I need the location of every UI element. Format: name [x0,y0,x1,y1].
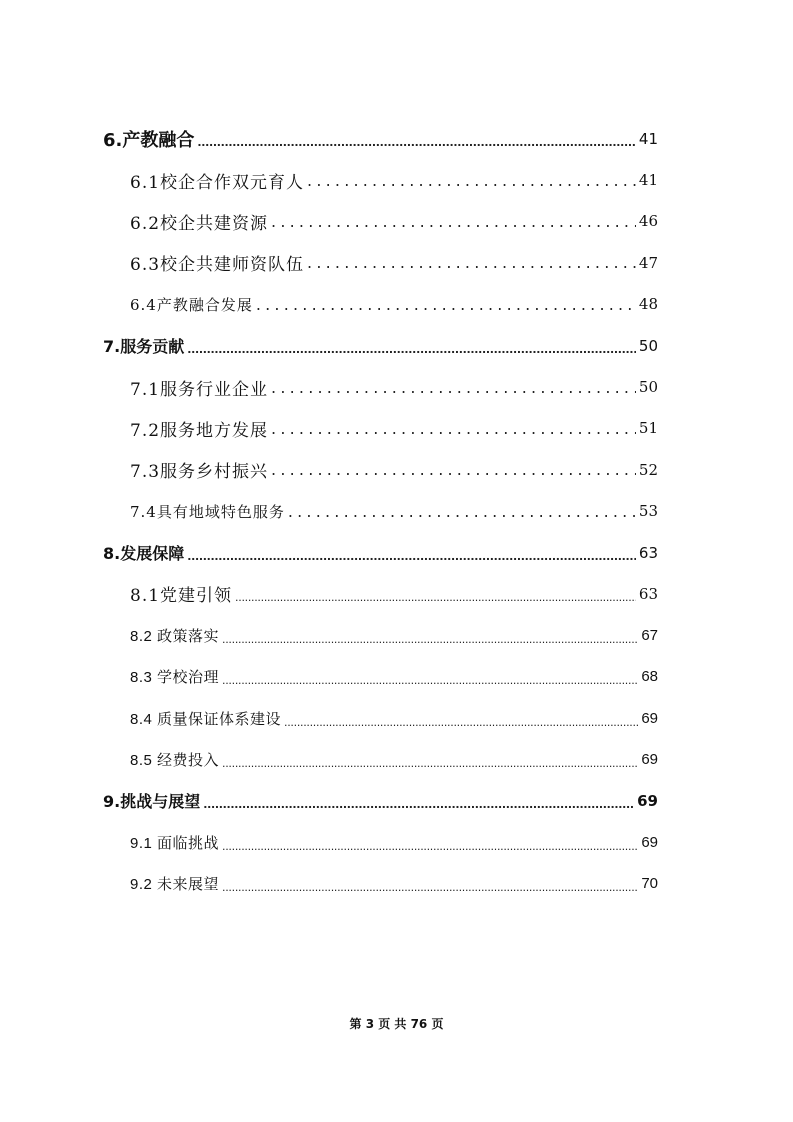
dot-leader [203,798,634,811]
toc-entry-label: 7.服务贡献 [103,337,185,357]
toc-entry-label: 7.3服务乡村振兴 [130,462,269,483]
toc-page-number: 68 [641,668,658,686]
toc-entry-label: 6.3校企共建师资队伍 [130,255,305,276]
dot-leader [284,716,638,729]
toc-entry-label: 8.发展保障 [103,544,185,564]
toc-page-number: 48 [638,295,658,314]
toc-entry-6-2[interactable] [103,201,658,242]
toc-entry-6-4[interactable] [103,284,658,325]
toc-entry-label: 7.2服务地方发展 [130,420,269,441]
toc-entry-6-3[interactable] [103,242,658,283]
toc-entry-9[interactable] [103,780,658,821]
toc-entry-7[interactable] [103,325,658,366]
toc-entry-label: 6.4产教融合发展 [130,295,253,314]
dot-leader [197,136,636,149]
table-of-contents [103,118,658,904]
toc-entry-8-1[interactable] [103,573,658,614]
toc-entry-7-1[interactable] [103,366,658,407]
toc-entry-8-4[interactable] [103,697,658,738]
dot-leader [222,881,638,894]
toc-entry-9-2[interactable] [103,863,658,904]
dot-leader [222,633,638,646]
toc-entry-label: 7.1服务行业企业 [130,379,269,400]
dot-leader [187,550,636,563]
toc-entry-7-2[interactable] [103,408,658,449]
toc-page-number: 67 [641,626,658,644]
toc-entry-7-4[interactable] [103,491,658,532]
toc-entry-8-2[interactable] [103,615,658,656]
toc-entry-label: 8.2 政策落实 [130,627,220,645]
toc-entry-label: 6.2校企共建资源 [130,213,269,234]
toc-page-number: 52 [638,460,658,479]
toc-page-number: 50 [638,336,658,355]
toc-page-number: 70 [641,875,658,893]
toc-page-number: 69 [641,833,658,851]
toc-page-number: 69 [641,751,658,769]
toc-entry-6[interactable] [103,118,658,159]
dot-leader [307,171,636,190]
toc-entry-label: 9.2 未来展望 [130,876,220,894]
toc-entry-6-1[interactable] [103,159,658,200]
toc-entry-label: 8.5 经费投入 [130,752,220,770]
dot-leader [222,757,638,770]
page-footer: 第 3 页 共 76 页 [349,1017,444,1031]
dot-leader [271,378,636,397]
toc-page-number: 41 [638,129,658,148]
toc-entry-8-5[interactable] [103,739,658,780]
toc-entry-9-1[interactable] [103,822,658,863]
dot-leader [271,460,636,479]
dot-leader [235,591,636,604]
dot-leader [256,295,636,314]
dot-leader [288,502,636,521]
toc-page-number: 41 [638,171,658,190]
toc-page-number: 69 [637,791,658,810]
toc-page-number: 50 [638,378,658,397]
toc-page-number: 47 [638,253,658,272]
toc-entry-label: 9.挑战与展望 [103,792,201,812]
toc-page-number: 51 [638,419,658,438]
toc-entry-label: 8.1党建引领 [130,586,233,607]
dot-leader [271,212,636,231]
toc-page-number: 63 [638,584,658,603]
toc-page-number: 63 [638,543,658,562]
toc-page-number: 46 [638,212,658,231]
dot-leader [187,343,636,356]
toc-entry-label: 6.1校企合作双元育人 [130,172,305,193]
dot-leader [222,674,638,687]
dot-leader [222,840,638,853]
dot-leader [271,419,636,438]
toc-entry-label: 9.1 面临挑战 [130,834,220,852]
toc-entry-8-3[interactable] [103,656,658,697]
toc-page-number: 53 [638,502,658,521]
toc-entry-label: 8.4 质量保证体系建设 [130,710,282,728]
toc-entry-7-3[interactable] [103,449,658,490]
toc-entry-8[interactable] [103,532,658,573]
toc-entry-label: 8.3 学校治理 [130,669,220,687]
toc-entry-label: 7.4具有地域特色服务 [130,502,285,521]
toc-entry-label: 6.产教融合 [103,129,195,151]
dot-leader [307,253,636,272]
toc-page-number: 69 [641,709,658,727]
